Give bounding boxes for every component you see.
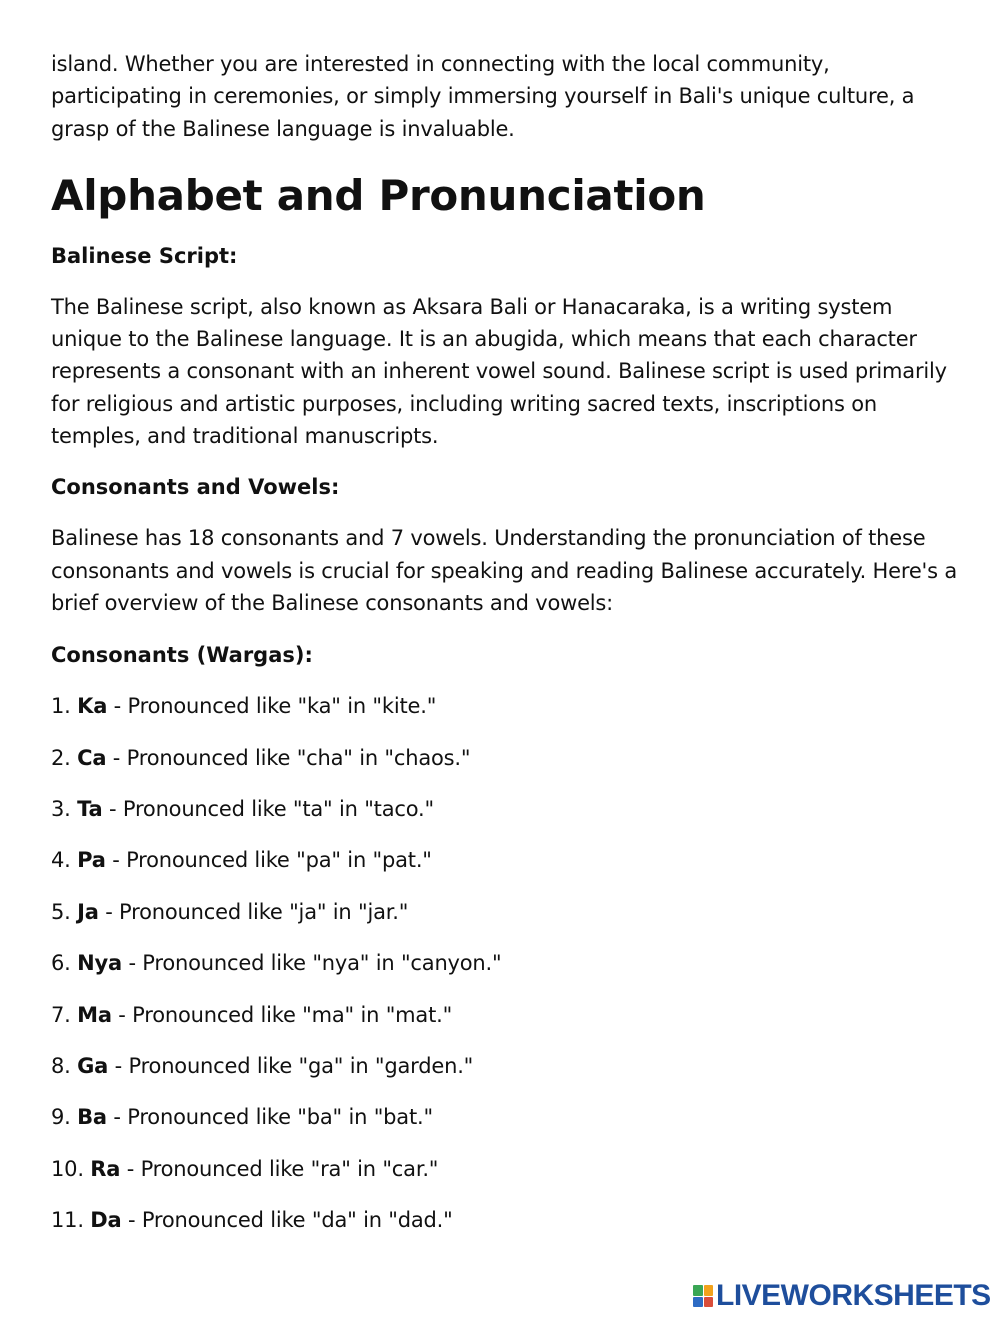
balinese-script-label: Balinese Script:	[51, 243, 238, 268]
consonant-description: - Pronounced like "ra" in "car."	[126, 1156, 439, 1181]
consonant-number: 6.	[51, 951, 71, 976]
consonant-letter: Ba	[77, 1105, 107, 1130]
consonant-letter: Ra	[90, 1156, 121, 1181]
consonant-item	[51, 1102, 961, 1132]
consonants-wargas-label: Consonants (Wargas):	[51, 643, 313, 668]
consonant-item	[51, 897, 961, 927]
consonant-item	[51, 948, 961, 978]
consonant-item	[51, 794, 961, 824]
consonant-letter: Nya	[77, 951, 122, 976]
logo-mark-tile	[693, 1297, 703, 1308]
liveworksheets-logo	[693, 1281, 991, 1311]
consonant-description: - Pronounced like "ba" in "bat."	[113, 1105, 433, 1130]
consonant-item	[51, 1000, 961, 1030]
consonant-letter: Ka	[77, 694, 108, 719]
intro-paragraph: island. Whether you are interested in connecting with the local community, participating in ceremonies, or simply immersing yourself in Bali's unique culture, a grasp of the Balinese language is invaluable.	[51, 52, 915, 141]
consonant-number: 4.	[51, 848, 71, 873]
consonant-item	[51, 743, 961, 773]
consonant-letter: Da	[90, 1208, 122, 1233]
consonant-number: 10.	[51, 1156, 84, 1181]
consonant-item	[51, 1051, 961, 1081]
liveworksheets-mark-icon	[693, 1285, 713, 1307]
consonant-description: - Pronounced like "ja" in "jar."	[105, 899, 409, 924]
consonant-number: 11.	[51, 1208, 84, 1233]
consonant-number: 2.	[51, 745, 71, 770]
consonants-vowels-label: Consonants and Vowels:	[51, 475, 340, 500]
consonant-item	[51, 1154, 961, 1184]
consonant-description: - Pronounced like "ta" in "taco."	[109, 797, 434, 822]
balinese-script-paragraph: The Balinese script, also known as Aksara Bali or Hanacaraka, is a writing system unique to the Balinese language. It is an abugida, which means that each character represents a consonant with an inherent vowel sound. Balinese script is used primarily for religious and artistic purposes, including writing sacred texts, inscriptions on temples, and traditional manuscripts.	[51, 294, 947, 449]
consonant-letter: Ja	[77, 899, 99, 924]
consonant-letter: Ta	[77, 797, 103, 822]
logo-mark-tile	[704, 1285, 714, 1296]
consonant-item	[51, 691, 961, 721]
consonant-item	[51, 845, 961, 875]
worksheet-page	[51, 48, 961, 1257]
consonant-description: - Pronounced like "cha" in "chaos."	[112, 745, 471, 770]
logo-mark-tile	[693, 1285, 703, 1296]
consonant-letter: Ma	[77, 1002, 112, 1027]
consonant-letter: Pa	[77, 848, 106, 873]
consonant-number: 3.	[51, 797, 71, 822]
consonant-description: - Pronounced like "pa" in "pat."	[112, 848, 432, 873]
consonant-number: 8.	[51, 1054, 71, 1078]
consonant-letter: Ca	[77, 745, 107, 770]
consonant-number: 1.	[51, 694, 71, 719]
consonant-description: - Pronounced like "ga" in "garden."	[114, 1054, 474, 1078]
logo-mark-tile	[704, 1297, 714, 1308]
consonant-number: 9.	[51, 1105, 71, 1130]
consonant-letter: Ga	[77, 1054, 109, 1078]
consonant-number: 7.	[51, 1002, 71, 1027]
logo-text: LIVEWORKSHEETS	[716, 1279, 991, 1312]
section-heading: Alphabet and Pronunciation	[51, 170, 706, 220]
consonants-vowels-paragraph: Balinese has 18 consonants and 7 vowels. Understanding the pronunciation of these consonants and vowels is crucial for speaking and reading Balinese accurately. Here's a brief overview of the Balinese consonants and vowels:	[51, 526, 957, 615]
consonant-description: - Pronounced like "da" in "dad."	[127, 1208, 453, 1233]
consonant-list	[51, 691, 961, 1235]
consonant-description: - Pronounced like "ma" in "mat."	[118, 1002, 453, 1027]
consonant-number: 5.	[51, 899, 71, 924]
consonant-description: - Pronounced like "ka" in "kite."	[113, 694, 437, 719]
consonant-description: - Pronounced like "nya" in "canyon."	[128, 951, 502, 976]
consonant-item	[51, 1205, 961, 1235]
